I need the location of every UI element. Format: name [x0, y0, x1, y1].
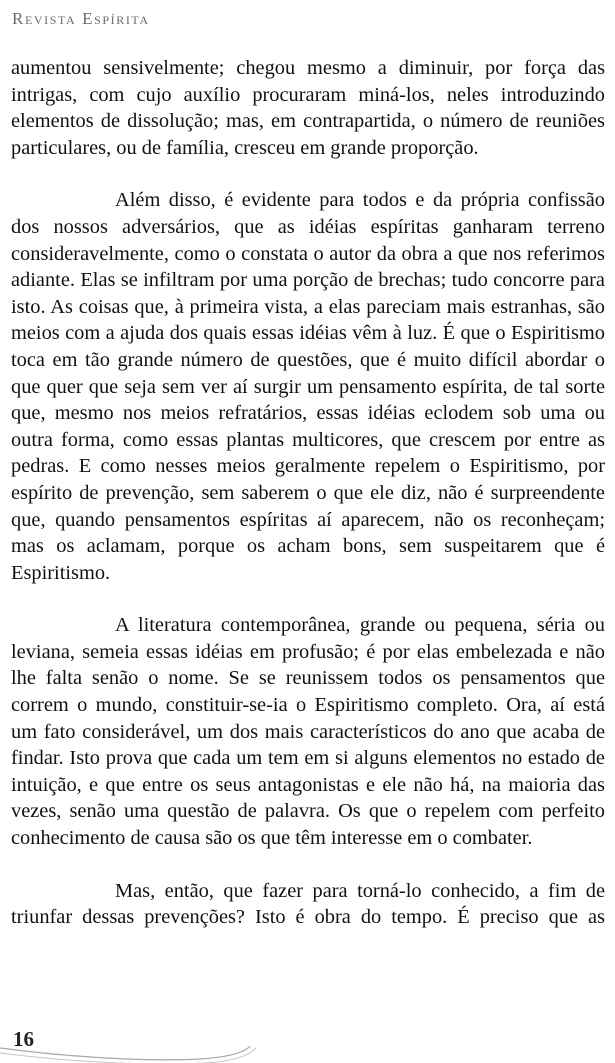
footer-swoosh-ornament: [0, 1026, 260, 1063]
paragraph: A literatura contemporânea, grande ou pequena, séria ou leviana, semeia essas idéias em profusão; é por elas embelezada e não lhe falta senão o nome. Se se reunissem todos os pensamentos que correm o mundo, constituir-se-ia o Espiritismo completo. Ora, aí está um fato considerável, um dos mais característicos do ano que acaba de findar. Isto prova que cada um tem em si alguns elementos no estado de intuição, e que entre os seus antagonistas e ele não há, na maioria das vezes, senão uma questão de palavra. Os que o repelem com perfeito conhecimento de causa são os que têm interesse em o combater.: [11, 614, 605, 850]
paragraph: Além disso, é evidente para todos e da própria confissão dos nossos adversários, que as idéias espíritas ganharam terreno consideravelmente, como o constata o autor da obra a que nos referimos adiante. Elas se infiltram por uma porção de brechas; tudo concorre para isto. As coisas que, à primeira vista, a elas pareciam mais estranhas, são meios com a ajuda dos quais essas idéias vêm à luz. É que o Espiritismo toca em tão grande número de questões, que é muito difícil abordar o que quer que seja sem ver aí surgir um pensamento espírita, de tal sorte que, mesmo nos meios refratários, essas idéias eclodem sob uma ou outra forma, como essas plantas multicores, que crescem por entre as pedras. E como nesses meios geralmente repelem o Espiritismo, por espírito de prevenção, sem saberem o que ele diz, não é surpreendente que, quando pensamentos espíritas aí aparecem, não os reconheçam; mas os aclamam, porque os acham bons, sem suspeitarem que é Espiritismo.: [11, 189, 605, 584]
running-head: Revista Espírita: [12, 9, 150, 28]
page-number: 16: [13, 1027, 34, 1051]
page-body: [11, 55, 605, 931]
paragraph-continues: Mas, então, que fazer para torná-lo conhecido, a fim de triunfar dessas prevenções? Isto é obra do tempo. É preciso que as: [11, 879, 605, 929]
paragraph-continuation: aumentou sensivelmente; chegou mesmo a diminuir, por força das intrigas, com cujo auxílio procuraram miná-los, neles introduzindo elementos de dissolução; mas, em contrapartida, o número de reuniões particulares, ou de família, cresceu em grande proporção.: [11, 57, 605, 159]
